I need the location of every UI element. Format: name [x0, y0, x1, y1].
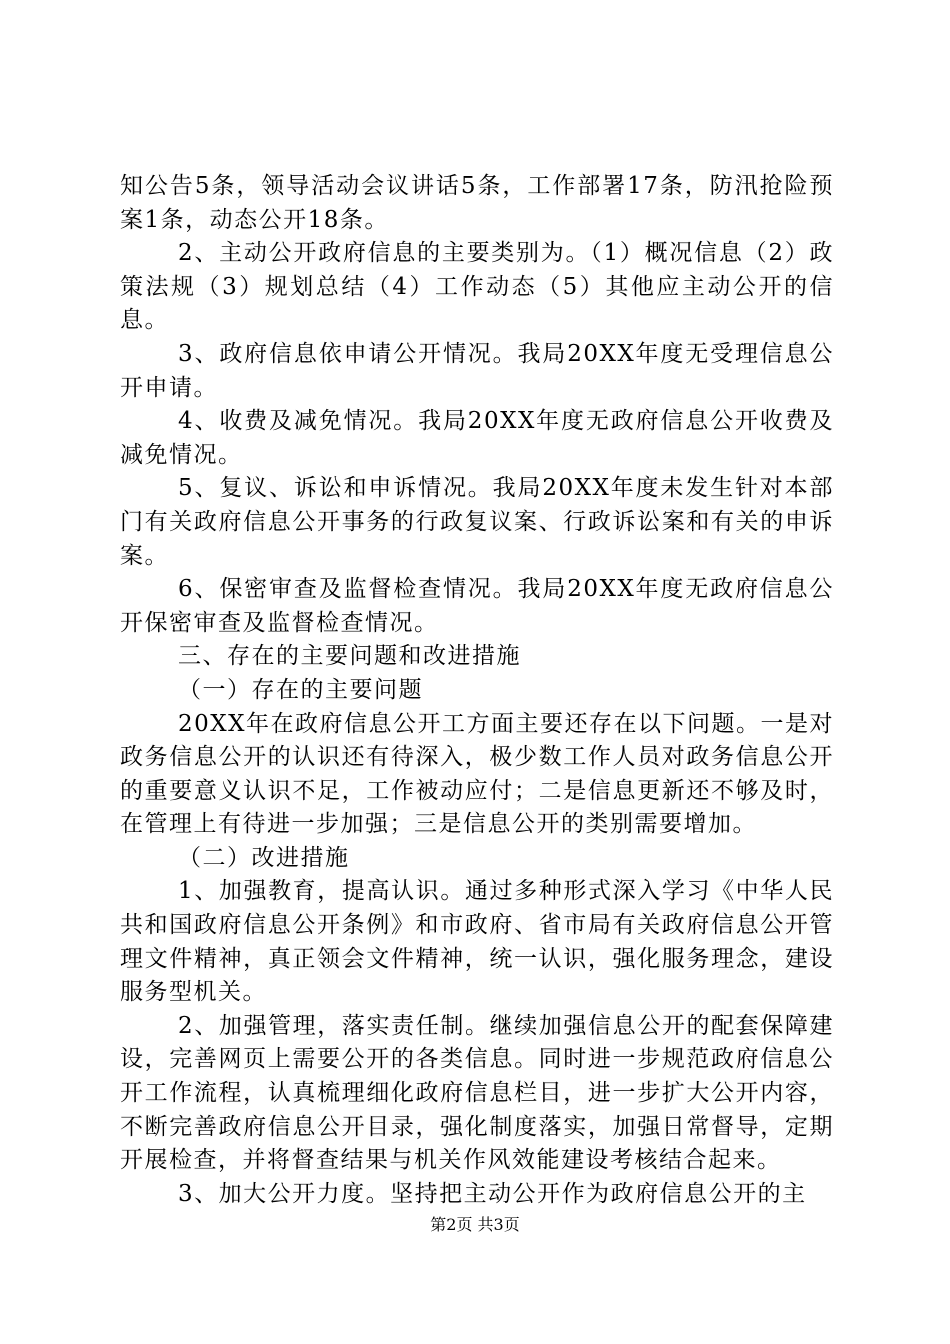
- subsection-heading-1: （一）存在的主要问题: [178, 676, 423, 703]
- subsection-heading-2: （二）改进措施: [178, 844, 350, 871]
- paragraph-problems: 20XX年在政府信息公开工方面主要还存在以下问题。一是对政务信息公开的认识还有待深入，极少数工作人员对政务信息公开的重要意义认识不足，工作被动应付；二是信息更新还不够及时，在管理上有待进一步加强；三是信息公开的类别需要增加。: [120, 710, 835, 838]
- document-body: [120, 170, 834, 1211]
- paragraph-item-4: 4、收费及减免情况。我局20XX年度无政府信息公开收费及减免情况。: [120, 408, 834, 468]
- page-footer: 第2页 共3页: [430, 1215, 520, 1234]
- paragraph-measure-3: 3、加大公开力度。坚持把主动公开作为政府信息公开的主: [178, 1180, 807, 1207]
- paragraph-measure-1: 1、加强教育，提高认识。通过多种形式深入学习《中华人民共和国政府信息公开条例》和市政府、省市局有关政府信息公开管理文件精神，真正领会文件精神，统一认识，强化服务理念，建设服务型机关。: [120, 878, 834, 1006]
- paragraph-measure-2: 2、加强管理，落实责任制。继续加强信息公开的配套保障建设，完善网页上需要公开的各类信息。同时进一步规范政府信息公开工作流程，认真梳理细化政府信息栏目，进一步扩大公开内容，不断完善政府信息公开目录，强化制度落实，加强日常督导，定期开展检查，并将督查结果与机关作风效能建设考核结合起来。: [120, 1012, 834, 1174]
- paragraph-item-6: 6、保密审查及监督检查情况。我局20XX年度无政府信息公开保密审查及监督检查情况。: [120, 576, 834, 636]
- paragraph-item-5: 5、复议、诉讼和申诉情况。我局20XX年度未发生针对本部门有关政府信息公开事务的行政复议案、行政诉讼案和有关的申诉案。: [120, 475, 834, 569]
- paragraph-item-2: 2、主动公开政府信息的主要类别为。（1）概况信息（2）政策法规（3）规划总结（4）工作动态（5）其他应主动公开的信息。: [120, 240, 834, 334]
- section-heading-3: 三、存在的主要问题和改进措施: [178, 643, 521, 670]
- paragraph-item-3: 3、政府信息依申请公开情况。我局20XX年度无受理信息公开申请。: [120, 340, 834, 401]
- paragraph-continuation: 知公告5条，领导活动会议讲话5条，工作部署17条，防汛抢险预案1条，动态公开18条。: [120, 173, 834, 233]
